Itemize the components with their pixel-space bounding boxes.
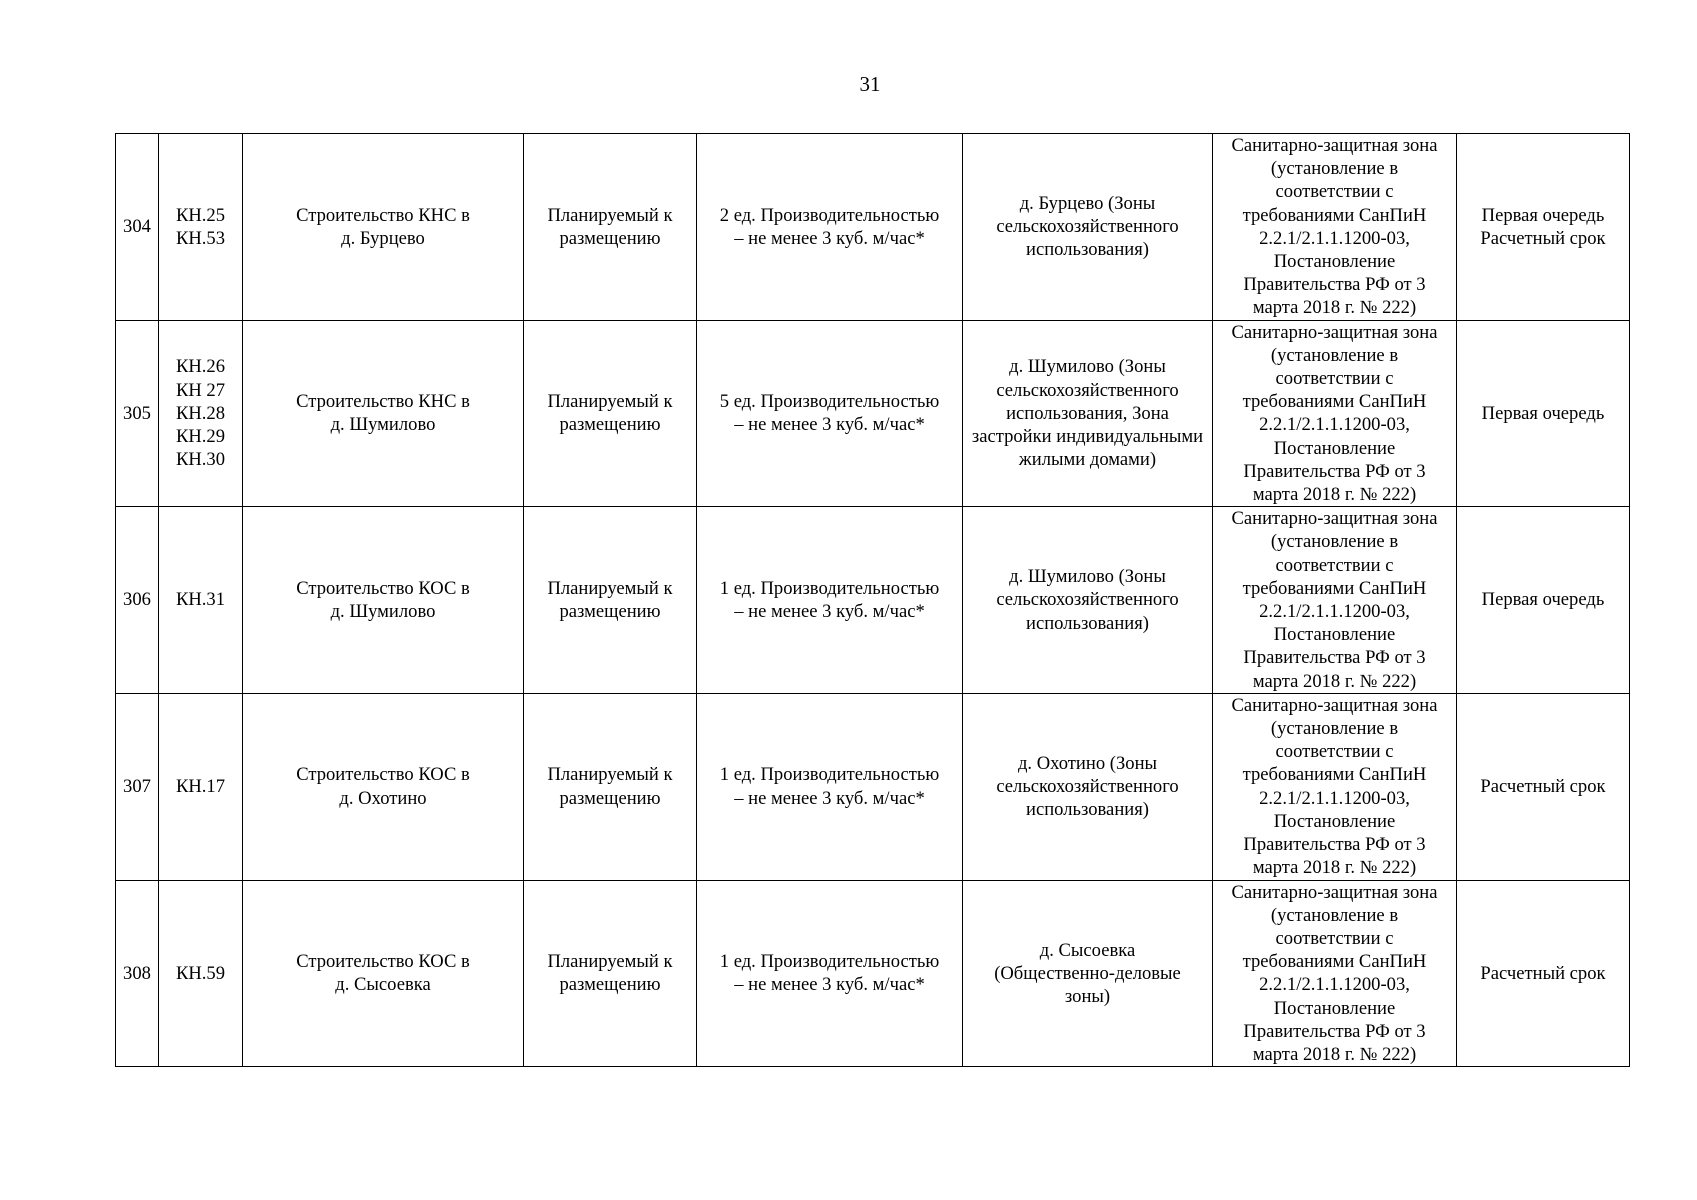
object-status: Планируемый к размещению	[524, 134, 697, 321]
table-row	[116, 134, 1630, 321]
object-location: д. Сысоевка (Общественно-деловые зоны)	[963, 880, 1213, 1067]
object-capacity: 1 ед. Производительностью – не менее 3 куб. м/час*	[697, 507, 963, 694]
row-number: 307	[116, 693, 159, 880]
implementation-terms	[1457, 507, 1630, 694]
row-number: 304	[116, 134, 159, 321]
objects-table	[115, 133, 1630, 1067]
implementation-terms	[1457, 693, 1630, 880]
page-number: 31	[859, 72, 881, 96]
object-codes	[159, 507, 243, 694]
term: Расчетный срок	[1480, 776, 1606, 798]
object-code: КН.25	[175, 204, 226, 226]
object-name: Строительство КНС в д. Бурцево	[243, 134, 524, 321]
sanitary-zone: Санитарно-защитная зона (установление в соответствии с требованиями СанПиН 2.2.1/2.1.1.1200-03, Постановление Правительства РФ от 3 марта 2018 г. № 222)	[1213, 134, 1457, 321]
object-status: Планируемый к размещению	[524, 693, 697, 880]
object-codes	[159, 134, 243, 321]
object-capacity: 2 ед. Производительностью – не менее 3 куб. м/час*	[697, 134, 963, 321]
sanitary-zone: Санитарно-защитная зона (установление в соответствии с требованиями СанПиН 2.2.1/2.1.1.1200-03, Постановление Правительства РФ от 3 марта 2018 г. № 222)	[1213, 507, 1457, 694]
object-code: КН 27	[175, 379, 226, 401]
object-status: Планируемый к размещению	[524, 507, 697, 694]
object-code: КН.30	[175, 449, 226, 471]
term: Первая очередь	[1481, 402, 1605, 424]
object-location: д. Шумилово (Зоны сельскохозяйственного использования)	[963, 507, 1213, 694]
object-status: Планируемый к размещению	[524, 320, 697, 507]
implementation-terms	[1457, 320, 1630, 507]
object-location: д. Охотино (Зоны сельскохозяйственного использования)	[963, 693, 1213, 880]
object-code: КН.59	[175, 962, 226, 984]
object-status: Планируемый к размещению	[524, 880, 697, 1067]
sanitary-zone: Санитарно-защитная зона (установление в соответствии с требованиями СанПиН 2.2.1/2.1.1.1200-03, Постановление Правительства РФ от 3 марта 2018 г. № 222)	[1213, 880, 1457, 1067]
object-codes	[159, 693, 243, 880]
object-capacity: 1 ед. Производительностью – не менее 3 куб. м/час*	[697, 693, 963, 880]
object-name: Строительство КОС в д. Охотино	[243, 693, 524, 880]
implementation-terms	[1457, 880, 1630, 1067]
term: Первая очередь	[1481, 204, 1605, 226]
term: Расчетный срок	[1480, 962, 1606, 984]
table-row	[116, 320, 1630, 507]
object-capacity: 5 ед. Производительностью – не менее 3 куб. м/час*	[697, 320, 963, 507]
object-location: д. Шумилово (Зоны сельскохозяйственного использования, Зона застройки индивидуальными жилыми домами)	[963, 320, 1213, 507]
object-code: КН.26	[175, 356, 226, 378]
object-code: КН.53	[175, 227, 226, 249]
object-codes	[159, 320, 243, 507]
table-body	[116, 134, 1630, 1067]
object-name: Строительство КНС в д. Шумилово	[243, 320, 524, 507]
row-number: 308	[116, 880, 159, 1067]
sanitary-zone: Санитарно-защитная зона (установление в соответствии с требованиями СанПиН 2.2.1/2.1.1.1200-03, Постановление Правительства РФ от 3 марта 2018 г. № 222)	[1213, 693, 1457, 880]
object-codes	[159, 880, 243, 1067]
object-capacity: 1 ед. Производительностью – не менее 3 куб. м/час*	[697, 880, 963, 1067]
object-code: КН.31	[175, 589, 226, 611]
object-code: КН.29	[175, 426, 226, 448]
implementation-terms	[1457, 134, 1630, 321]
object-code: КН.28	[175, 402, 226, 424]
table-row	[116, 507, 1630, 694]
object-location: д. Бурцево (Зоны сельскохозяйственного использования)	[963, 134, 1213, 321]
sanitary-zone: Санитарно-защитная зона (установление в соответствии с требованиями СанПиН 2.2.1/2.1.1.1200-03, Постановление Правительства РФ от 3 марта 2018 г. № 222)	[1213, 320, 1457, 507]
row-number: 306	[116, 507, 159, 694]
object-name: Строительство КОС в д. Шумилово	[243, 507, 524, 694]
object-code: КН.17	[175, 776, 226, 798]
term: Первая очередь	[1481, 589, 1605, 611]
term: Расчетный срок	[1480, 227, 1606, 249]
row-number: 305	[116, 320, 159, 507]
object-name: Строительство КОС в д. Сысоевка	[243, 880, 524, 1067]
table-row	[116, 693, 1630, 880]
table-row	[116, 880, 1630, 1067]
